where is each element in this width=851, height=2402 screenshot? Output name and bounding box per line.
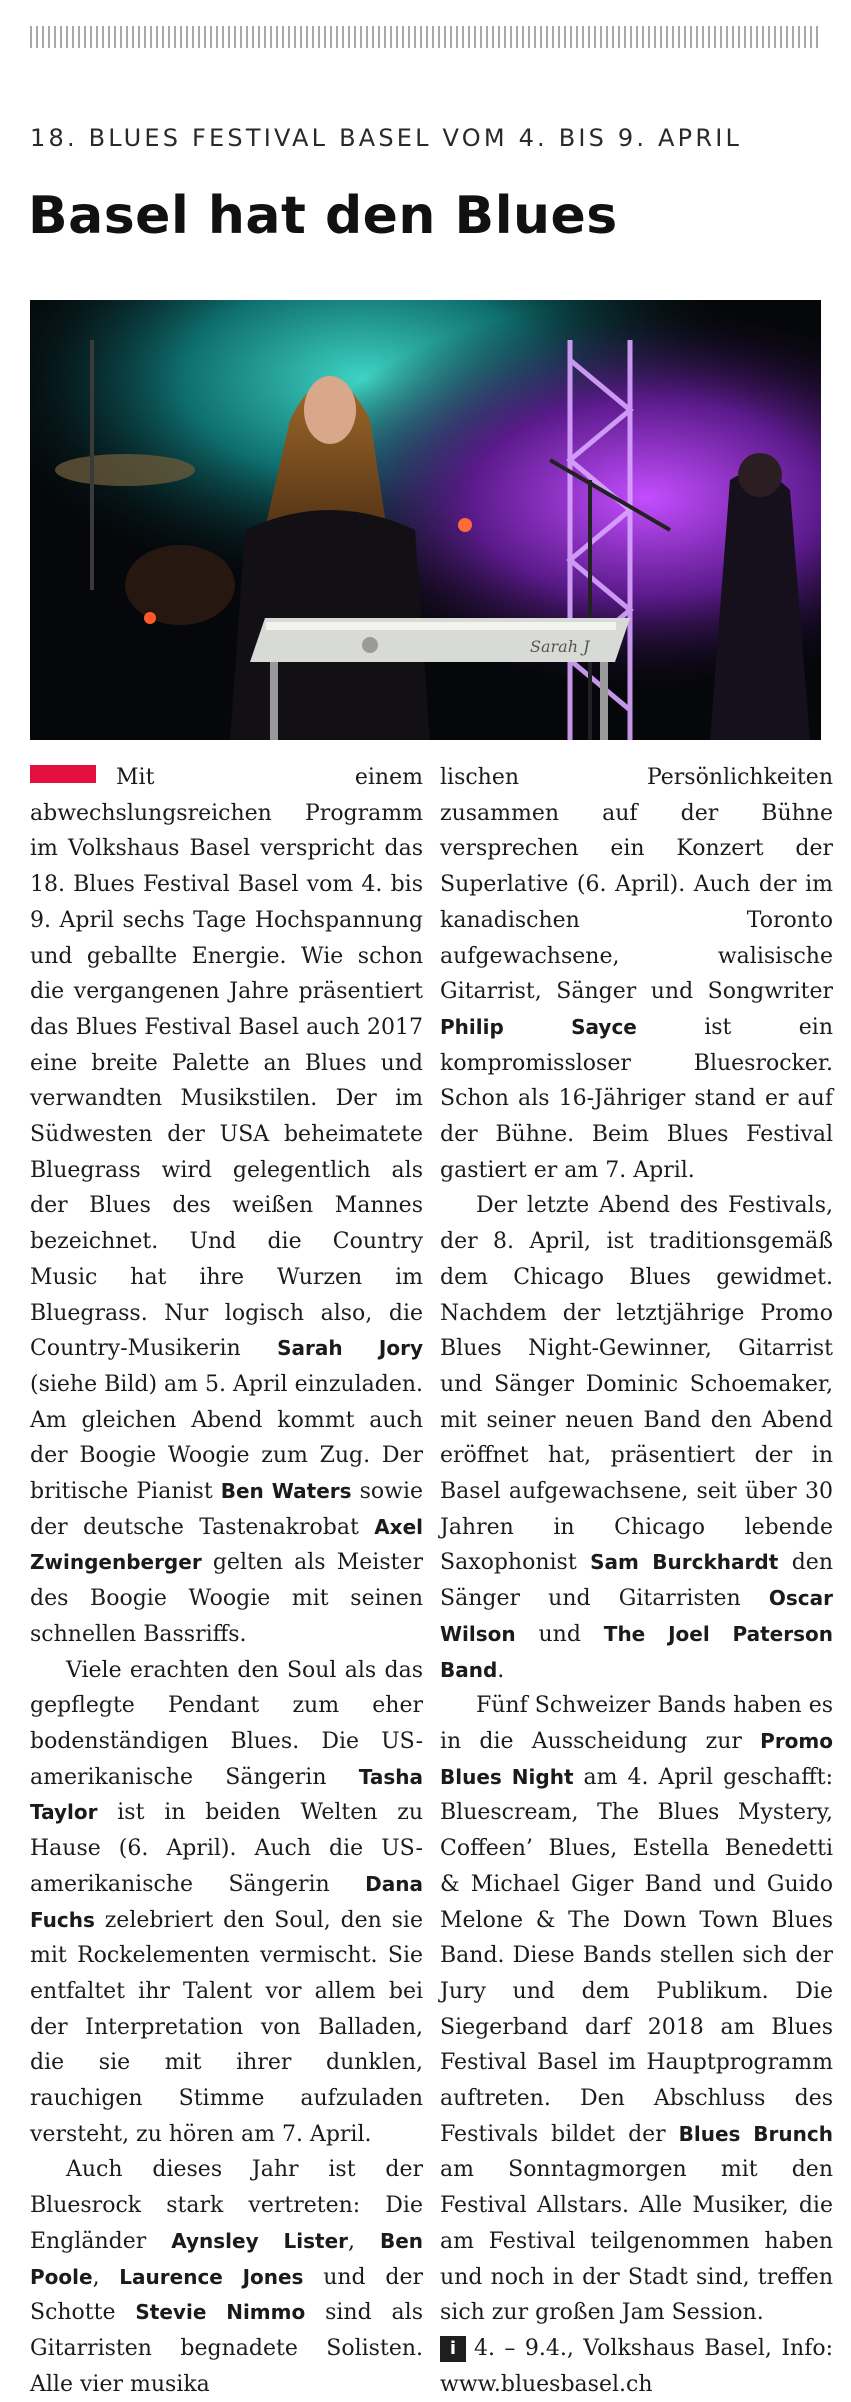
article-photo	[30, 300, 821, 740]
info-icon: i	[440, 2336, 466, 2362]
paragraph-2: Viele erachten den Soul als das gepflegte Pendant zum eher bodenständigen Blues. Die US-amerikanische Sängerin Tasha Taylor ist in beiden Welten zu Hause (6. April). Auch die US-amerikanische Sängerin Dana Fuchs zelebriert den Soul, den sie mit Rockelementen vermischt. Sie entfaltet ihr Talent vor allem bei der Interpretation von Balladen, die sie mit ihrer dunklen, rauchigen Stimme aufzuladen versteht, zu hören am 7. April.	[30, 1657, 423, 2147]
top-decorative-rule	[30, 26, 821, 48]
paragraph-5: Der letzte Abend des Festivals, der 8. April, ist traditionsgemäß dem Chicago Blues gewidmet. Nachdem der letztjährige Promo Blues Night-Gewinner, Gitarrist und Sänger Dominic Schoemaker, mit seiner neuen Band den Abend eröffnet hat, präsentiert der in Basel aufgewachsene, seit über 30 Jahren in Chicago lebende Saxophonist Sam Burckhardt den Sänger und Gitarristen Oscar Wilson und The Joel Paterson Band.	[440, 1193, 833, 1683]
name-highlight: Laurence Jones	[119, 2264, 304, 2289]
name-highlight: Ben Waters	[220, 1479, 352, 1504]
name-highlight: Philip Sayce	[440, 1014, 637, 1039]
name-highlight: The Joel Paterson Band	[440, 1621, 833, 1682]
paragraph-6: Fünf Schweizer Bands haben es in die Ausscheidung zur Promo Blues Night am 4. April geschafft: Bluescream, The Blues Mystery, Coffeen’ Blues, Estella Benedetti & Michael Giger Band und Guido Melone & The Down Town Blues Band. Diese Bands stellen sich der Jury und dem Publikum. Die Siegerband darf 2018 am Blues Festival Basel im Hauptprogramm auftreten. Den Abschluss des Festivals bildet der Blues Brunch am Sonntagmorgen mit den Festival Allstars. Alle Musiker, die am Festival teilgenommen haben und noch in der Stadt sind, treffen sich zur großen Jam Session.	[440, 1693, 833, 2326]
article-kicker: 18. BLUES FESTIVAL BASEL VOM 4. BIS 9. APRIL	[30, 124, 743, 152]
name-highlight: Ben Poole	[30, 2228, 423, 2289]
paragraph-1: Mit einem abwechslungsreichen Programm im Volkshaus Basel verspricht das 18. Blues Festival Basel vom 4. bis 9. April sechs Tage Hochspannung und geballte Energie. Wie schon die vergangenen Jahre präsentiert das Blues Festival Basel auch 2017 eine breite Palette an Blues und verwandten Musikstilen. Der im Südwesten der USA beheimatete Bluegrass wird gelegentlich als der Blues des weißen Mannes bezeichnet. Und die Country Music hat ihre Wurzen im Bluegrass. Nur logisch also, die Country-Musikerin Sarah Jory (siehe Bild) am 5. April einzuladen. Am gleichen Abend kommt auch der Boogie Woogie zum Zug. Der britische Pianist Ben Waters sowie der deutsche Tastenakrobat Axel Zwingenberger gelten als Meister des Boogie Woogie mit seinen schnellen Bassriffs.	[30, 765, 424, 1647]
name-highlight: Stevie Nimmo	[135, 2300, 306, 2325]
name-highlight: Tasha Taylor	[30, 1764, 423, 1825]
article-column-right	[440, 760, 833, 2402]
paragraph-3: Auch dieses Jahr ist der Bluesrock stark vertreten: Die Engländer Aynsley Lister, Ben Poole, Laurence Jones und der Schotte Stevie Nimmo sind als Gitarristen begnadete Solisten. Alle vier musika	[30, 2157, 423, 2397]
stage-photo-illustration	[30, 300, 821, 740]
article-headline: Basel hat den Blues	[28, 186, 618, 246]
red-marker-bar	[30, 765, 96, 783]
name-highlight: Blues Brunch	[678, 2121, 833, 2146]
name-highlight: Oscar Wilson	[440, 1586, 833, 1646]
name-highlight: Sarah Jory	[277, 1336, 423, 1361]
name-highlight: Promo Blues Night	[440, 1728, 833, 1789]
name-highlight: Sam Burckhardt	[590, 1550, 779, 1575]
info-line	[440, 2331, 833, 2402]
article-column-left	[30, 760, 423, 2402]
name-highlight: Axel Zwingenberger	[30, 1514, 423, 1575]
paragraph-4: lischen Persönlichkeiten zusammen auf der Bühne versprechen ein Konzert der Superlative (6. April). Auch der im kanadischen Toronto aufgewachsene, walisische Gitarrist, Sänger und Songwriter Philip Sayce ist ein kompromissloser Bluesrocker. Schon als 16-Jähriger stand er auf der Bühne. Beim Blues Festival gastiert er am 7. April.	[440, 765, 833, 1183]
name-highlight: Aynsley Lister	[171, 2228, 349, 2253]
guitar-lettering: Sarah J	[530, 637, 590, 656]
name-highlight: Dana Fuchs	[30, 1871, 423, 1932]
info-text: 4. – 9.4., Volkshaus Basel, Info: www.bluesbasel.ch	[440, 2335, 833, 2397]
